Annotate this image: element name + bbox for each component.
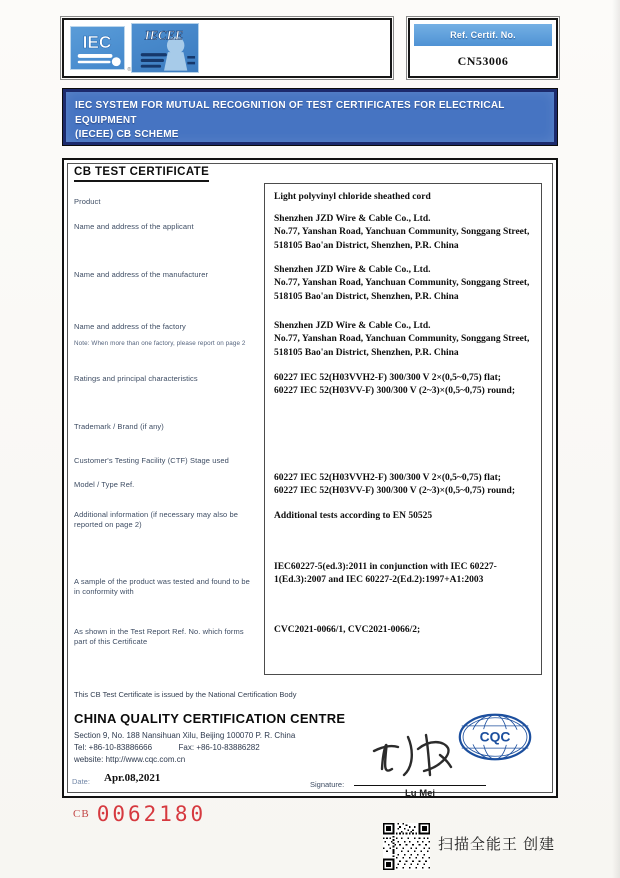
date-value: Apr.08,2021: [104, 772, 161, 784]
iecee-logo-icon: [131, 23, 199, 73]
iec-logo-icon: [70, 26, 131, 73]
registered-trademark-mark: ®: [127, 67, 131, 73]
handwritten-signature: [352, 725, 486, 783]
serial-number: 0062180: [96, 802, 207, 826]
applicant-value: [274, 213, 534, 253]
ref-certif-label: Ref. Certif. No.: [414, 24, 552, 46]
factory-address: No.77, Yanshan Road, Yanchuan Community, Songgang Street, 518105 Bao'an District, Shenzhen, P.R. China: [274, 334, 530, 358]
scanner-watermark-text: 扫描全能王 创建: [438, 836, 556, 853]
svg-text:CQC: CQC: [479, 728, 511, 745]
ref-certif-number: CN53006: [457, 54, 509, 68]
field-label-model: Model / Type Ref.: [74, 480, 135, 489]
signatory-name: Lu Mei: [404, 788, 436, 799]
ncb-fax: Fax: +86-10-83886282: [178, 743, 260, 752]
applicant-name: Shenzhen JZD Wire & Cable Co., Ltd.: [274, 214, 431, 224]
model-value: [274, 472, 534, 499]
banner-line1: IEC SYSTEM FOR MUTUAL RECOGNITION OF TEST CERTIFICATES FOR ELECTRICAL EQUIPMENT: [75, 100, 505, 126]
ref-certif-box: [408, 18, 558, 78]
iecee-scheme-banner: [62, 88, 558, 146]
field-label-test-report: As shown in the Test Report Ref. No. which forms part of this Certificate: [74, 627, 244, 647]
svg-text:IECEE: IECEE: [144, 28, 184, 43]
certificate-body: [62, 158, 558, 798]
signature-line: [354, 785, 486, 786]
field-label-ctf: Customer's Testing Facility (CTF) Stage used: [74, 456, 229, 465]
logo-box: [62, 18, 392, 78]
field-label-trademark: Trademark / Brand (if any): [74, 422, 164, 431]
signature-label: Signature:: [310, 780, 345, 789]
values-box: [264, 183, 542, 675]
field-label-additional: Additional information (if necessary may also be reported on page 2): [74, 510, 239, 530]
ratings-line1: 60227 IEC 52(H03VVH2-F) 300/300 V 2×(0,5~0,75) flat;: [274, 373, 501, 383]
svg-text:IEC: IEC: [82, 32, 112, 53]
ncb-address: Section 9, No. 188 Nansihuan Xilu, Beijing 100070 P. R. China: [74, 731, 296, 740]
field-label-applicant: Name and address of the applicant: [74, 222, 194, 231]
manufacturer-address: No.77, Yanshan Road, Yanchuan Community, Songgang Street, 518105 Bao'an District, Shenzhen, P.R. China: [274, 278, 530, 302]
ncb-website: website: http://www.cqc.com.cn: [74, 755, 186, 764]
field-label-manufacturer: Name and address of the manufacturer: [74, 270, 209, 279]
model-line2: 60227 IEC 52(H03VV-F) 300/300 V (2~3)×(0,5~0,75) round;: [274, 486, 516, 497]
applicant-address: No.77, Yanshan Road, Yanchuan Community, Songgang Street, 518105 Bao'an District, Shenzhen, P.R. China: [274, 227, 530, 251]
test-report-value: CVC2021-0066/1, CVC2021-0066/2;: [274, 625, 421, 635]
field-label-factory: Name and address of the factory: [74, 322, 186, 331]
model-line1: 60227 IEC 52(H03VVH2-F) 300/300 V 2×(0,5~0,75) flat;: [274, 473, 501, 483]
factory-note: Note: When more than one factory, please report on page 2: [74, 340, 246, 347]
field-label-product: Product: [74, 197, 101, 206]
scan-edge-shadow: [612, 0, 620, 878]
additional-info-value: Additional tests according to EN 50525: [274, 511, 433, 521]
certificate-title: CB TEST CERTIFICATE: [74, 166, 209, 182]
ncb-name: CHINA QUALITY CERTIFICATION CENTRE: [74, 711, 346, 726]
ncb-tel-fax: [74, 743, 260, 752]
manufacturer-value: [274, 264, 534, 304]
serial-prefix: CB: [73, 808, 90, 820]
date-label: Date:: [72, 777, 90, 786]
serial-stamp: [73, 802, 206, 826]
manufacturer-name: Shenzhen JZD Wire & Cable Co., Ltd.: [274, 265, 431, 275]
field-label-conformity: A sample of the product was tested and found to be in conformity with: [74, 577, 250, 597]
factory-name: Shenzhen JZD Wire & Cable Co., Ltd.: [274, 321, 431, 331]
ratings-value: [274, 372, 534, 399]
banner-line2: (IECEE) CB SCHEME: [75, 129, 179, 140]
conformity-standards-value: IEC60227-5(ed.3):2011 in conjunction with IEC 60227-1(Ed.3):2007 and IEC 60227-2(Ed.2):1997+A1:2003: [274, 562, 497, 586]
issued-by-statement: This CB Test Certificate is issued by the National Certification Body: [74, 690, 297, 699]
ncb-tel: Tel: +86-10-83886666: [74, 743, 153, 752]
product-value: Light polyvinyl chloride sheathed cord: [274, 192, 431, 202]
qr-code-icon: [383, 823, 430, 870]
factory-value: [274, 320, 534, 360]
ratings-line2: 60227 IEC 52(H03VV-F) 300/300 V (2~3)×(0,5~0,75) round;: [274, 386, 516, 397]
field-label-ratings: Ratings and principal characteristics: [74, 374, 198, 383]
